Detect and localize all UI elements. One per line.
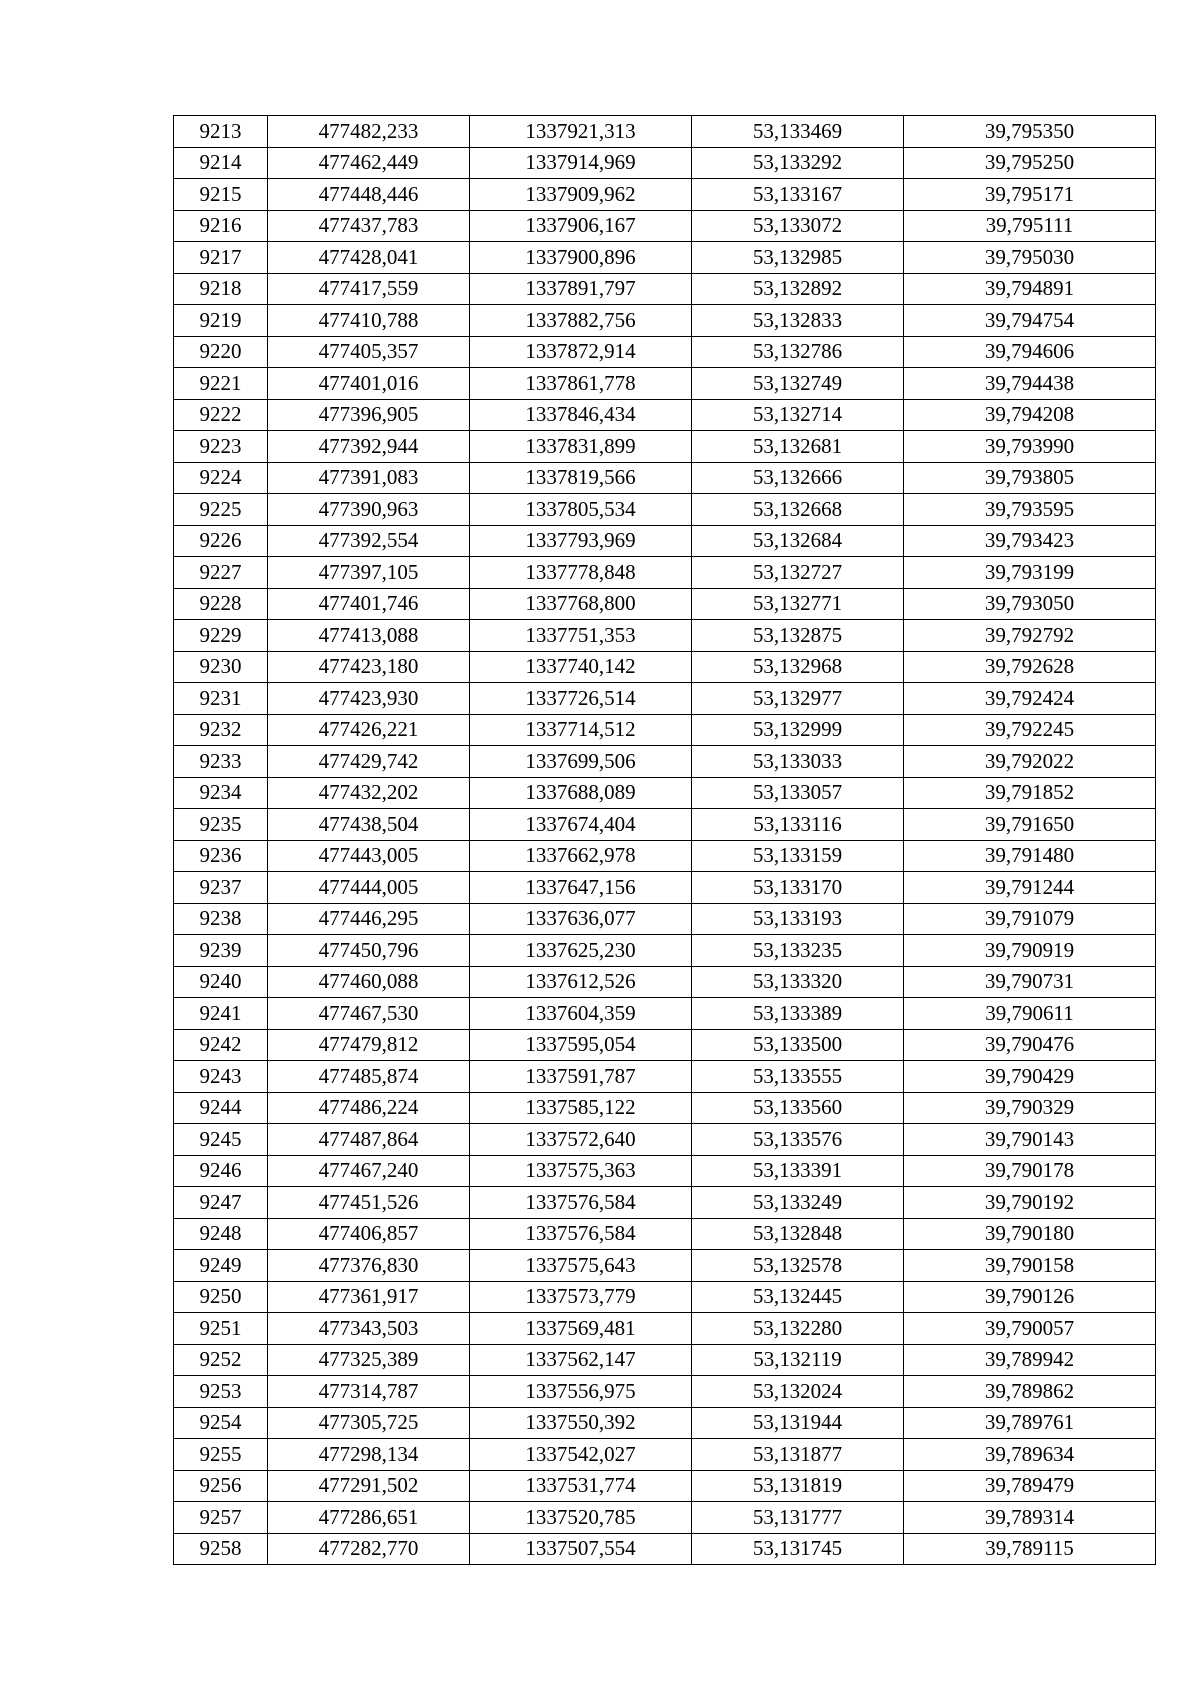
table-row: [174, 1313, 1156, 1345]
table-row: [174, 1250, 1156, 1282]
longitude-cell: 39,790143: [904, 1124, 1156, 1156]
x-coordinate-cell: 477376,830: [268, 1250, 470, 1282]
latitude-cell: 53,133033: [692, 746, 904, 778]
longitude-cell: 39,790329: [904, 1092, 1156, 1124]
latitude-cell: 53,132968: [692, 651, 904, 683]
x-coordinate-cell: 477443,005: [268, 840, 470, 872]
latitude-cell: 53,133560: [692, 1092, 904, 1124]
x-coordinate-cell: 477450,796: [268, 935, 470, 967]
x-coordinate-cell: 477391,083: [268, 462, 470, 494]
longitude-cell: 39,789862: [904, 1376, 1156, 1408]
y-coordinate-cell: 1337636,077: [470, 903, 692, 935]
x-coordinate-cell: 477413,088: [268, 620, 470, 652]
x-coordinate-cell: 477460,088: [268, 966, 470, 998]
point-number-cell: 9247: [174, 1187, 268, 1219]
y-coordinate-cell: 1337846,434: [470, 399, 692, 431]
x-coordinate-cell: 477423,930: [268, 683, 470, 715]
table-row: [174, 809, 1156, 841]
table-row: [174, 1470, 1156, 1502]
longitude-cell: 39,794438: [904, 368, 1156, 400]
latitude-cell: 53,132977: [692, 683, 904, 715]
y-coordinate-cell: 1337726,514: [470, 683, 692, 715]
point-number-cell: 9257: [174, 1502, 268, 1534]
x-coordinate-cell: 477429,742: [268, 746, 470, 778]
point-number-cell: 9227: [174, 557, 268, 589]
x-coordinate-cell: 477286,651: [268, 1502, 470, 1534]
point-number-cell: 9226: [174, 525, 268, 557]
latitude-cell: 53,132771: [692, 588, 904, 620]
latitude-cell: 53,133057: [692, 777, 904, 809]
table-row: [174, 147, 1156, 179]
y-coordinate-cell: 1337793,969: [470, 525, 692, 557]
longitude-cell: 39,795111: [904, 210, 1156, 242]
x-coordinate-cell: 477406,857: [268, 1218, 470, 1250]
longitude-cell: 39,789942: [904, 1344, 1156, 1376]
latitude-cell: 53,133167: [692, 179, 904, 211]
latitude-cell: 53,132786: [692, 336, 904, 368]
longitude-cell: 39,790057: [904, 1313, 1156, 1345]
table-row: [174, 1407, 1156, 1439]
x-coordinate-cell: 477432,202: [268, 777, 470, 809]
point-number-cell: 9255: [174, 1439, 268, 1471]
point-number-cell: 9258: [174, 1533, 268, 1565]
table-row: [174, 840, 1156, 872]
point-number-cell: 9250: [174, 1281, 268, 1313]
latitude-cell: 53,132684: [692, 525, 904, 557]
x-coordinate-cell: 477305,725: [268, 1407, 470, 1439]
y-coordinate-cell: 1337699,506: [470, 746, 692, 778]
longitude-cell: 39,795171: [904, 179, 1156, 211]
table-row: [174, 1376, 1156, 1408]
point-number-cell: 9215: [174, 179, 268, 211]
longitude-cell: 39,790178: [904, 1155, 1156, 1187]
table-row: [174, 1092, 1156, 1124]
longitude-cell: 39,789115: [904, 1533, 1156, 1565]
point-number-cell: 9229: [174, 620, 268, 652]
x-coordinate-cell: 477486,224: [268, 1092, 470, 1124]
point-number-cell: 9239: [174, 935, 268, 967]
table-row: [174, 525, 1156, 557]
point-number-cell: 9240: [174, 966, 268, 998]
table-row: [174, 1218, 1156, 1250]
y-coordinate-cell: 1337572,640: [470, 1124, 692, 1156]
y-coordinate-cell: 1337891,797: [470, 273, 692, 305]
point-number-cell: 9238: [174, 903, 268, 935]
y-coordinate-cell: 1337520,785: [470, 1502, 692, 1534]
latitude-cell: 53,131944: [692, 1407, 904, 1439]
latitude-cell: 53,131819: [692, 1470, 904, 1502]
point-number-cell: 9228: [174, 588, 268, 620]
point-number-cell: 9248: [174, 1218, 268, 1250]
table-row: [174, 1439, 1156, 1471]
latitude-cell: 53,132119: [692, 1344, 904, 1376]
y-coordinate-cell: 1337585,122: [470, 1092, 692, 1124]
point-number-cell: 9235: [174, 809, 268, 841]
y-coordinate-cell: 1337882,756: [470, 305, 692, 337]
point-number-cell: 9219: [174, 305, 268, 337]
x-coordinate-cell: 477282,770: [268, 1533, 470, 1565]
y-coordinate-cell: 1337778,848: [470, 557, 692, 589]
table-row: [174, 431, 1156, 463]
latitude-cell: 53,132024: [692, 1376, 904, 1408]
latitude-cell: 53,132578: [692, 1250, 904, 1282]
table-row: [174, 116, 1156, 148]
x-coordinate-cell: 477417,559: [268, 273, 470, 305]
y-coordinate-cell: 1337550,392: [470, 1407, 692, 1439]
x-coordinate-cell: 477325,389: [268, 1344, 470, 1376]
longitude-cell: 39,794208: [904, 399, 1156, 431]
table-row: [174, 179, 1156, 211]
x-coordinate-cell: 477438,504: [268, 809, 470, 841]
y-coordinate-cell: 1337861,778: [470, 368, 692, 400]
longitude-cell: 39,790611: [904, 998, 1156, 1030]
table-row: [174, 620, 1156, 652]
point-number-cell: 9244: [174, 1092, 268, 1124]
latitude-cell: 53,133170: [692, 872, 904, 904]
y-coordinate-cell: 1337576,584: [470, 1218, 692, 1250]
latitude-cell: 53,132892: [692, 273, 904, 305]
longitude-cell: 39,795250: [904, 147, 1156, 179]
x-coordinate-cell: 477392,944: [268, 431, 470, 463]
point-number-cell: 9222: [174, 399, 268, 431]
point-number-cell: 9241: [174, 998, 268, 1030]
latitude-cell: 53,132875: [692, 620, 904, 652]
table-row: [174, 1187, 1156, 1219]
point-number-cell: 9232: [174, 714, 268, 746]
y-coordinate-cell: 1337914,969: [470, 147, 692, 179]
point-number-cell: 9251: [174, 1313, 268, 1345]
y-coordinate-cell: 1337647,156: [470, 872, 692, 904]
x-coordinate-cell: 477423,180: [268, 651, 470, 683]
x-coordinate-cell: 477397,105: [268, 557, 470, 589]
point-number-cell: 9252: [174, 1344, 268, 1376]
latitude-cell: 53,132833: [692, 305, 904, 337]
y-coordinate-cell: 1337909,962: [470, 179, 692, 211]
x-coordinate-cell: 477462,449: [268, 147, 470, 179]
x-coordinate-cell: 477410,788: [268, 305, 470, 337]
longitude-cell: 39,790919: [904, 935, 1156, 967]
longitude-cell: 39,790126: [904, 1281, 1156, 1313]
latitude-cell: 53,132668: [692, 494, 904, 526]
table-row: [174, 242, 1156, 274]
y-coordinate-cell: 1337714,512: [470, 714, 692, 746]
longitude-cell: 39,789314: [904, 1502, 1156, 1534]
x-coordinate-cell: 477401,016: [268, 368, 470, 400]
longitude-cell: 39,794754: [904, 305, 1156, 337]
table-row: [174, 210, 1156, 242]
longitude-cell: 39,790731: [904, 966, 1156, 998]
table-row: [174, 1502, 1156, 1534]
longitude-cell: 39,791079: [904, 903, 1156, 935]
longitude-cell: 39,793050: [904, 588, 1156, 620]
table-row: [174, 872, 1156, 904]
point-number-cell: 9246: [174, 1155, 268, 1187]
y-coordinate-cell: 1337576,584: [470, 1187, 692, 1219]
y-coordinate-cell: 1337674,404: [470, 809, 692, 841]
y-coordinate-cell: 1337569,481: [470, 1313, 692, 1345]
table-row: [174, 683, 1156, 715]
x-coordinate-cell: 477437,783: [268, 210, 470, 242]
point-number-cell: 9231: [174, 683, 268, 715]
latitude-cell: 53,133576: [692, 1124, 904, 1156]
x-coordinate-cell: 477467,530: [268, 998, 470, 1030]
x-coordinate-cell: 477390,963: [268, 494, 470, 526]
y-coordinate-cell: 1337562,147: [470, 1344, 692, 1376]
longitude-cell: 39,790158: [904, 1250, 1156, 1282]
longitude-cell: 39,795030: [904, 242, 1156, 274]
y-coordinate-cell: 1337740,142: [470, 651, 692, 683]
point-number-cell: 9214: [174, 147, 268, 179]
latitude-cell: 53,132445: [692, 1281, 904, 1313]
latitude-cell: 53,133320: [692, 966, 904, 998]
latitude-cell: 53,133555: [692, 1061, 904, 1093]
point-number-cell: 9223: [174, 431, 268, 463]
latitude-cell: 53,132749: [692, 368, 904, 400]
latitude-cell: 53,132999: [692, 714, 904, 746]
x-coordinate-cell: 477298,134: [268, 1439, 470, 1471]
y-coordinate-cell: 1337900,896: [470, 242, 692, 274]
y-coordinate-cell: 1337573,779: [470, 1281, 692, 1313]
y-coordinate-cell: 1337768,800: [470, 588, 692, 620]
table-row: [174, 966, 1156, 998]
longitude-cell: 39,790476: [904, 1029, 1156, 1061]
table-row: [174, 651, 1156, 683]
table-row: [174, 1533, 1156, 1565]
y-coordinate-cell: 1337542,027: [470, 1439, 692, 1471]
point-number-cell: 9254: [174, 1407, 268, 1439]
table-row: [174, 1155, 1156, 1187]
longitude-cell: 39,792628: [904, 651, 1156, 683]
latitude-cell: 53,131877: [692, 1439, 904, 1471]
latitude-cell: 53,133193: [692, 903, 904, 935]
y-coordinate-cell: 1337831,899: [470, 431, 692, 463]
longitude-cell: 39,789634: [904, 1439, 1156, 1471]
latitude-cell: 53,132714: [692, 399, 904, 431]
x-coordinate-cell: 477448,446: [268, 179, 470, 211]
y-coordinate-cell: 1337805,534: [470, 494, 692, 526]
coordinates-table: [173, 115, 1156, 1565]
point-number-cell: 9242: [174, 1029, 268, 1061]
latitude-cell: 53,132666: [692, 462, 904, 494]
x-coordinate-cell: 477314,787: [268, 1376, 470, 1408]
point-number-cell: 9217: [174, 242, 268, 274]
latitude-cell: 53,133235: [692, 935, 904, 967]
table-row: [174, 305, 1156, 337]
table-row: [174, 714, 1156, 746]
table-row: [174, 903, 1156, 935]
point-number-cell: 9245: [174, 1124, 268, 1156]
y-coordinate-cell: 1337688,089: [470, 777, 692, 809]
x-coordinate-cell: 477396,905: [268, 399, 470, 431]
longitude-cell: 39,791852: [904, 777, 1156, 809]
y-coordinate-cell: 1337751,353: [470, 620, 692, 652]
point-number-cell: 9237: [174, 872, 268, 904]
longitude-cell: 39,789761: [904, 1407, 1156, 1439]
point-number-cell: 9243: [174, 1061, 268, 1093]
y-coordinate-cell: 1337872,914: [470, 336, 692, 368]
table-row: [174, 1124, 1156, 1156]
x-coordinate-cell: 477479,812: [268, 1029, 470, 1061]
longitude-cell: 39,791244: [904, 872, 1156, 904]
longitude-cell: 39,790192: [904, 1187, 1156, 1219]
x-coordinate-cell: 477291,502: [268, 1470, 470, 1502]
x-coordinate-cell: 477405,357: [268, 336, 470, 368]
x-coordinate-cell: 477482,233: [268, 116, 470, 148]
latitude-cell: 53,132280: [692, 1313, 904, 1345]
point-number-cell: 9213: [174, 116, 268, 148]
y-coordinate-cell: 1337556,975: [470, 1376, 692, 1408]
point-number-cell: 9220: [174, 336, 268, 368]
point-number-cell: 9256: [174, 1470, 268, 1502]
latitude-cell: 53,133072: [692, 210, 904, 242]
x-coordinate-cell: 477444,005: [268, 872, 470, 904]
y-coordinate-cell: 1337595,054: [470, 1029, 692, 1061]
y-coordinate-cell: 1337662,978: [470, 840, 692, 872]
point-number-cell: 9216: [174, 210, 268, 242]
table-row: [174, 557, 1156, 589]
y-coordinate-cell: 1337921,313: [470, 116, 692, 148]
longitude-cell: 39,792022: [904, 746, 1156, 778]
y-coordinate-cell: 1337819,566: [470, 462, 692, 494]
x-coordinate-cell: 477401,746: [268, 588, 470, 620]
x-coordinate-cell: 477451,526: [268, 1187, 470, 1219]
table-row: [174, 399, 1156, 431]
longitude-cell: 39,791650: [904, 809, 1156, 841]
table-row: [174, 336, 1156, 368]
table-row: [174, 494, 1156, 526]
longitude-cell: 39,790429: [904, 1061, 1156, 1093]
longitude-cell: 39,795350: [904, 116, 1156, 148]
x-coordinate-cell: 477485,874: [268, 1061, 470, 1093]
latitude-cell: 53,133292: [692, 147, 904, 179]
latitude-cell: 53,131777: [692, 1502, 904, 1534]
point-number-cell: 9253: [174, 1376, 268, 1408]
table-row: [174, 935, 1156, 967]
latitude-cell: 53,132681: [692, 431, 904, 463]
longitude-cell: 39,794891: [904, 273, 1156, 305]
coordinates-table-body: [174, 116, 1156, 1565]
table-row: [174, 1281, 1156, 1313]
point-number-cell: 9234: [174, 777, 268, 809]
y-coordinate-cell: 1337604,359: [470, 998, 692, 1030]
x-coordinate-cell: 477426,221: [268, 714, 470, 746]
table-row: [174, 273, 1156, 305]
table-row: [174, 746, 1156, 778]
coordinates-sheet: [173, 115, 1155, 1565]
point-number-cell: 9225: [174, 494, 268, 526]
y-coordinate-cell: 1337507,554: [470, 1533, 692, 1565]
longitude-cell: 39,792424: [904, 683, 1156, 715]
latitude-cell: 53,132985: [692, 242, 904, 274]
latitude-cell: 53,133249: [692, 1187, 904, 1219]
x-coordinate-cell: 477467,240: [268, 1155, 470, 1187]
point-number-cell: 9230: [174, 651, 268, 683]
longitude-cell: 39,792792: [904, 620, 1156, 652]
point-number-cell: 9221: [174, 368, 268, 400]
table-row: [174, 462, 1156, 494]
point-number-cell: 9249: [174, 1250, 268, 1282]
point-number-cell: 9224: [174, 462, 268, 494]
y-coordinate-cell: 1337591,787: [470, 1061, 692, 1093]
table-row: [174, 1061, 1156, 1093]
x-coordinate-cell: 477343,503: [268, 1313, 470, 1345]
table-row: [174, 777, 1156, 809]
latitude-cell: 53,131745: [692, 1533, 904, 1565]
longitude-cell: 39,792245: [904, 714, 1156, 746]
latitude-cell: 53,133159: [692, 840, 904, 872]
point-number-cell: 9218: [174, 273, 268, 305]
x-coordinate-cell: 477392,554: [268, 525, 470, 557]
longitude-cell: 39,793199: [904, 557, 1156, 589]
x-coordinate-cell: 477487,864: [268, 1124, 470, 1156]
x-coordinate-cell: 477428,041: [268, 242, 470, 274]
y-coordinate-cell: 1337906,167: [470, 210, 692, 242]
table-row: [174, 1344, 1156, 1376]
latitude-cell: 53,133500: [692, 1029, 904, 1061]
y-coordinate-cell: 1337625,230: [470, 935, 692, 967]
latitude-cell: 53,132848: [692, 1218, 904, 1250]
longitude-cell: 39,793423: [904, 525, 1156, 557]
point-number-cell: 9236: [174, 840, 268, 872]
table-row: [174, 588, 1156, 620]
longitude-cell: 39,793990: [904, 431, 1156, 463]
table-row: [174, 1029, 1156, 1061]
point-number-cell: 9233: [174, 746, 268, 778]
longitude-cell: 39,789479: [904, 1470, 1156, 1502]
latitude-cell: 53,133391: [692, 1155, 904, 1187]
table-row: [174, 998, 1156, 1030]
latitude-cell: 53,132727: [692, 557, 904, 589]
longitude-cell: 39,790180: [904, 1218, 1156, 1250]
latitude-cell: 53,133469: [692, 116, 904, 148]
y-coordinate-cell: 1337531,774: [470, 1470, 692, 1502]
x-coordinate-cell: 477446,295: [268, 903, 470, 935]
y-coordinate-cell: 1337612,526: [470, 966, 692, 998]
longitude-cell: 39,794606: [904, 336, 1156, 368]
x-coordinate-cell: 477361,917: [268, 1281, 470, 1313]
longitude-cell: 39,793595: [904, 494, 1156, 526]
y-coordinate-cell: 1337575,363: [470, 1155, 692, 1187]
y-coordinate-cell: 1337575,643: [470, 1250, 692, 1282]
table-row: [174, 368, 1156, 400]
latitude-cell: 53,133116: [692, 809, 904, 841]
latitude-cell: 53,133389: [692, 998, 904, 1030]
longitude-cell: 39,793805: [904, 462, 1156, 494]
longitude-cell: 39,791480: [904, 840, 1156, 872]
